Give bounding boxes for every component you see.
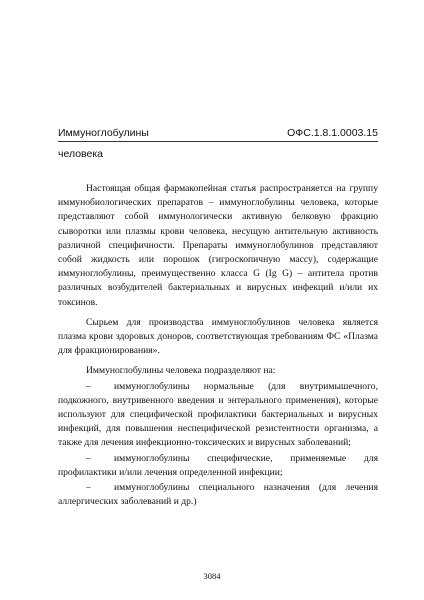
article-title-continuation: человека	[58, 148, 104, 160]
paragraph-intro: Настоящая общая фармакопейная статья распространяется на группу иммунобиологических препаратов – иммуноглобулины человека, которые представляют собой иммунологически активную белковую фракцию сыворотки или плазмы крови человека, несущую антительную активность различной специфичности. Препараты иммуноглобулинов представляют собой жидкость или порошок (гигроскопичную массу), содержащие иммуноглобулины, преимущественно класса G (Ig G) – антитела против различных возбудителей бактериальных и вирусных инфекций и/или их токсинов.	[58, 183, 378, 308]
list-item-text: иммуноглобулины специфические, применяемые для профилактики и/или лечения определенной инфекции;	[58, 452, 378, 478]
header-divider	[58, 141, 378, 142]
list-item-text: иммуноглобулины нормальные (для внутримышечного, подкожного, внутривенного введения и энтерального применения), которые используют для специфической профилактики бактериальных и вирусных инфекций, для повышения неспецифической резистентности организма, а также для лечения инфекционно-токсических и вирусных заболеваний;	[58, 380, 378, 449]
paragraph-raw-material: Сырьем для производства иммуноглобулинов человека является плазма крови здоровых доноров, соответствующая требованиям ФС «Плазма для фракционирования».	[58, 316, 378, 357]
list-item	[58, 452, 378, 480]
article-body	[58, 182, 378, 509]
list-item-text: иммуноглобулины специального назначения (для лечения аллергических заболеваний и др.)	[58, 482, 378, 508]
list-dash: –	[86, 452, 91, 464]
article-code: ОФС.1.8.1.0003.15	[287, 127, 378, 139]
list-dash: –	[86, 380, 91, 392]
page-number: 3084	[203, 571, 221, 581]
list-dash: –	[86, 482, 91, 494]
header-row	[58, 126, 378, 140]
article-title: Иммуноглобулины	[58, 127, 149, 139]
document-header	[58, 126, 378, 161]
list-item	[58, 380, 378, 451]
list-item	[58, 481, 378, 509]
paragraph-classification: Иммуноглобулины человека подразделяют на:	[86, 365, 276, 377]
